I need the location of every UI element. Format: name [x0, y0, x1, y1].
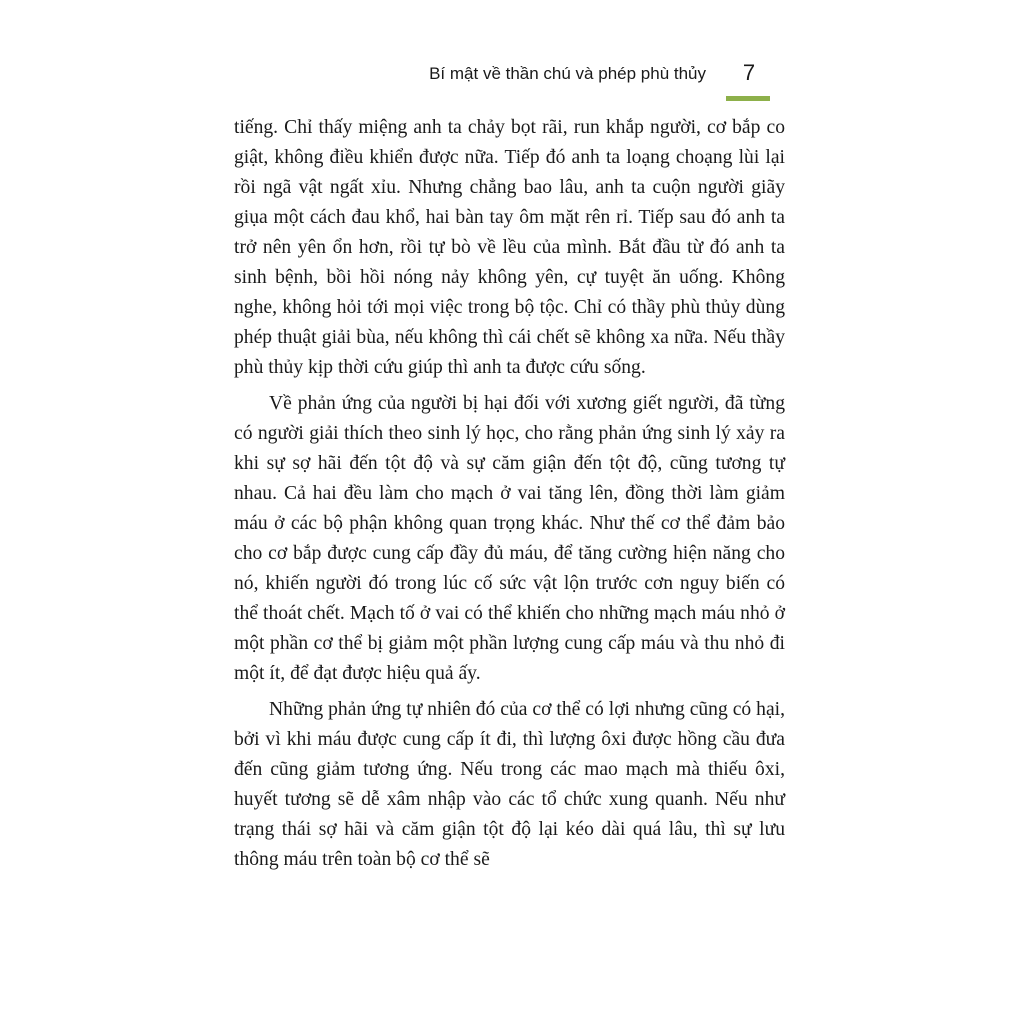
body-text: [234, 113, 785, 881]
page-number: 7: [742, 60, 756, 85]
page-number-accent-bar: [726, 96, 770, 101]
paragraph-continued: tiếng. Chỉ thấy miệng anh ta chảy bọt rãi, run khắp người, cơ bắp co giật, không điều khiển được nữa. Tiếp đó anh ta loạng choạng lùi lại rồi ngã vật ngất xỉu. Nhưng chẳng bao lâu, anh ta cuộn người giãy giụa một cách đau khổ, hai bàn tay ôm mặt rên rỉ. Tiếp sau đó anh ta trở nên yên ổn hơn, rồi tự bò về lều của mình. Bắt đầu từ đó anh ta sinh bệnh, bồi hồi nóng nảy không yên, cự tuyệt ăn uống. Không nghe, không hỏi tới mọi việc trong bộ tộc. Chỉ có thầy phù thủy dùng phép thuật giải bùa, nếu không thì cái chết sẽ không xa nữa. Nếu thầy phù thủy kịp thời cứu giúp thì anh ta được cứu sống.: [234, 117, 785, 378]
paragraph-physiology: Về phản ứng của người bị hại đối với xương giết người, đã từng có người giải thích theo sinh lý học, cho rằng phản ứng sinh lý xảy ra khi sự sợ hãi đến tột độ và sự căm giận đến tột độ, cũng tương tự nhau. Cả hai đều làm cho mạch ở vai tăng lên, đồng thời làm giảm máu ở các bộ phận không quan trọng khác. Như thế cơ thể đảm bảo cho cơ bắp được cung cấp đầy đủ máu, để tăng cường hiện năng cho nó, khiến người đó trong lúc cố sức vật lộn trước cơn nguy biến có thể thoát chết. Mạch tố ở vai có thể khiến cho những mạch máu nhỏ ở một phần cơ thể bị giảm một phần lượng cung cấp máu và thu nhỏ đi một ít, để đạt được hiệu quả ấy.: [234, 393, 785, 684]
running-title: Bí mật về thần chú và phép phù thủy: [429, 64, 706, 83]
paragraph-natural-reactions: Những phản ứng tự nhiên đó của cơ thể có lợi nhưng cũng có hại, bởi vì khi máu được cung cấp ít đi, thì lượng ôxi được hồng cầu đưa đến cũng giảm tương ứng. Nếu trong các mao mạch mà thiếu ôxi, huyết tương sẽ dễ xâm nhập vào các tổ chức xung quanh. Nếu như trạng thái sợ hãi và căm giận tột độ lại kéo dài quá lâu, thì sự lưu thông máu trên toàn bộ cơ thể sẽ: [234, 699, 785, 870]
